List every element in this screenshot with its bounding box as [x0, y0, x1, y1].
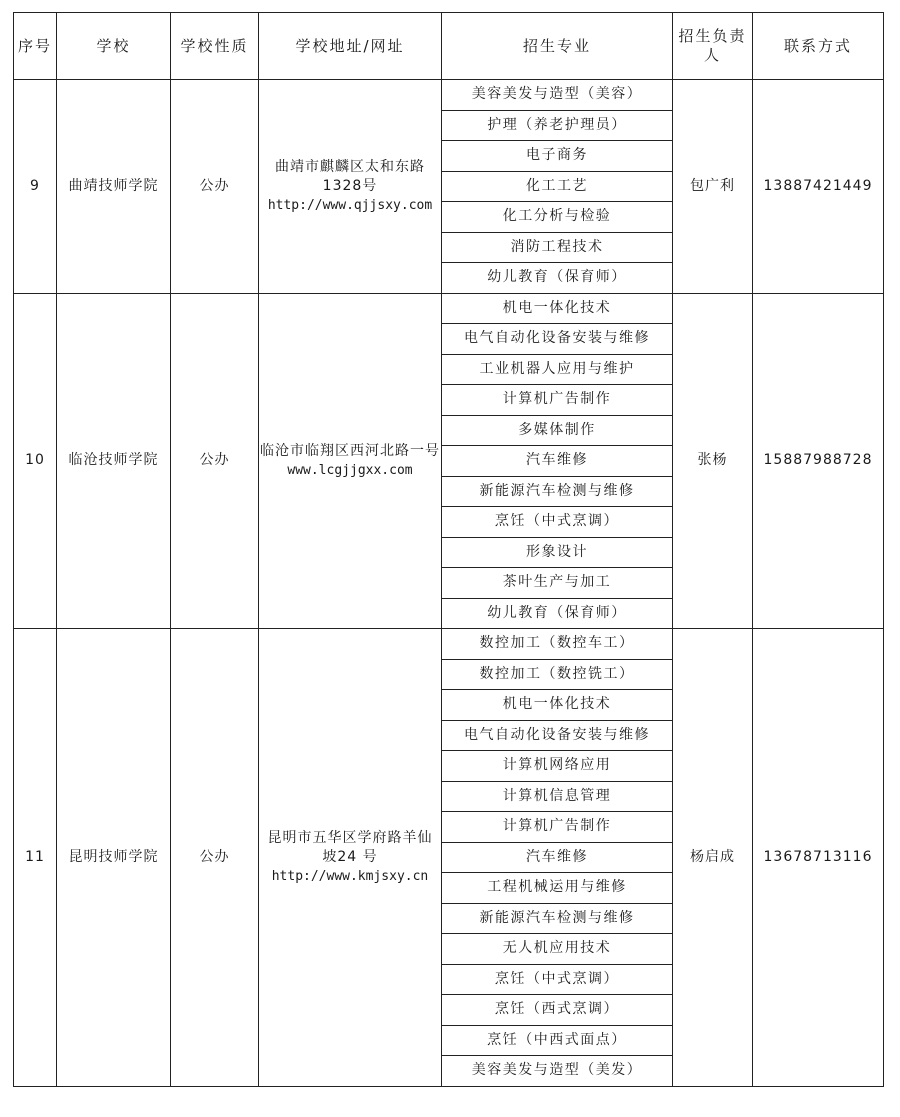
major-cell: 烹饪（中式烹调） — [442, 964, 673, 995]
major-cell: 计算机网络应用 — [442, 751, 673, 782]
major-cell: 烹饪（中西式面点） — [442, 1025, 673, 1056]
phone-cell: 13887421449 — [753, 80, 884, 294]
school-website-link[interactable]: www.lcgjjgxx.com — [287, 462, 413, 478]
address-cell — [259, 80, 442, 294]
major-cell: 机电一体化技术 — [442, 293, 673, 324]
header-row — [14, 13, 884, 80]
person-cell: 包广利 — [673, 80, 753, 294]
major-cell: 美容美发与造型（美发） — [442, 1056, 673, 1087]
major-cell: 汽车维修 — [442, 446, 673, 477]
table-row — [14, 293, 884, 324]
major-cell: 新能源汽车检测与维修 — [442, 903, 673, 934]
seq-cell: 9 — [14, 80, 57, 294]
school-website-link[interactable]: http://www.kmjsxy.cn — [271, 868, 429, 884]
school-name-cell: 昆明技师学院 — [57, 629, 171, 1087]
major-cell: 美容美发与造型（美容） — [442, 80, 673, 111]
major-cell: 机电一体化技术 — [442, 690, 673, 721]
address-cell — [259, 293, 442, 629]
school-website-link[interactable]: http://www.qjjsxy.com — [267, 197, 433, 213]
table-row — [14, 80, 884, 111]
person-cell: 杨启成 — [673, 629, 753, 1087]
major-cell: 幼儿教育（保育师） — [442, 598, 673, 629]
header-school: 学校 — [57, 13, 171, 80]
address-line: 1328号 — [322, 177, 378, 194]
header-nature: 学校性质 — [171, 13, 259, 80]
school-nature-cell: 公办 — [171, 80, 259, 294]
school-nature-cell: 公办 — [171, 293, 259, 629]
address-line: 坡24 号 — [322, 848, 378, 865]
major-cell: 计算机广告制作 — [442, 812, 673, 843]
header-contact: 联系方式 — [753, 13, 884, 80]
major-cell: 电气自动化设备安装与维修 — [442, 324, 673, 355]
address-line: 曲靖市麒麟区太和东路 — [275, 158, 425, 175]
major-cell: 化工工艺 — [442, 171, 673, 202]
seq-cell: 10 — [14, 293, 57, 629]
major-cell: 计算机信息管理 — [442, 781, 673, 812]
major-cell: 电子商务 — [442, 141, 673, 172]
major-cell: 消防工程技术 — [442, 232, 673, 263]
major-cell: 护理（养老护理员） — [442, 110, 673, 141]
school-nature-cell: 公办 — [171, 629, 259, 1087]
major-cell: 工程机械运用与维修 — [442, 873, 673, 904]
phone-cell: 15887988728 — [753, 293, 884, 629]
school-name-cell: 曲靖技师学院 — [57, 80, 171, 294]
header-person: 招生负责人 — [673, 13, 753, 80]
major-cell: 汽车维修 — [442, 842, 673, 873]
address-cell — [259, 629, 442, 1087]
school-name-cell: 临沧技师学院 — [57, 293, 171, 629]
major-cell: 数控加工（数控车工） — [442, 629, 673, 660]
major-cell: 新能源汽车检测与维修 — [442, 476, 673, 507]
seq-cell: 11 — [14, 629, 57, 1087]
address-line: 临沧市临翔区西河北路一号 — [260, 442, 440, 459]
address-line: 昆明市五华区学府路羊仙 — [267, 829, 433, 846]
major-cell: 烹饪（中式烹调） — [442, 507, 673, 538]
major-cell: 数控加工（数控铣工） — [442, 659, 673, 690]
header-seq: 序号 — [14, 13, 57, 80]
major-cell: 电气自动化设备安装与维修 — [442, 720, 673, 751]
major-cell: 形象设计 — [442, 537, 673, 568]
header-majors: 招生专业 — [442, 13, 673, 80]
major-cell: 计算机广告制作 — [442, 385, 673, 416]
header-address: 学校地址/网址 — [259, 13, 442, 80]
phone-cell: 13678713116 — [753, 629, 884, 1087]
person-cell: 张杨 — [673, 293, 753, 629]
major-cell: 烹饪（西式烹调） — [442, 995, 673, 1026]
table-row — [14, 629, 884, 660]
major-cell: 工业机器人应用与维护 — [442, 354, 673, 385]
major-cell: 化工分析与检验 — [442, 202, 673, 233]
major-cell: 茶叶生产与加工 — [442, 568, 673, 599]
major-cell: 多媒体制作 — [442, 415, 673, 446]
major-cell: 无人机应用技术 — [442, 934, 673, 965]
major-cell: 幼儿教育（保育师） — [442, 263, 673, 294]
enrollment-table — [13, 12, 884, 1087]
